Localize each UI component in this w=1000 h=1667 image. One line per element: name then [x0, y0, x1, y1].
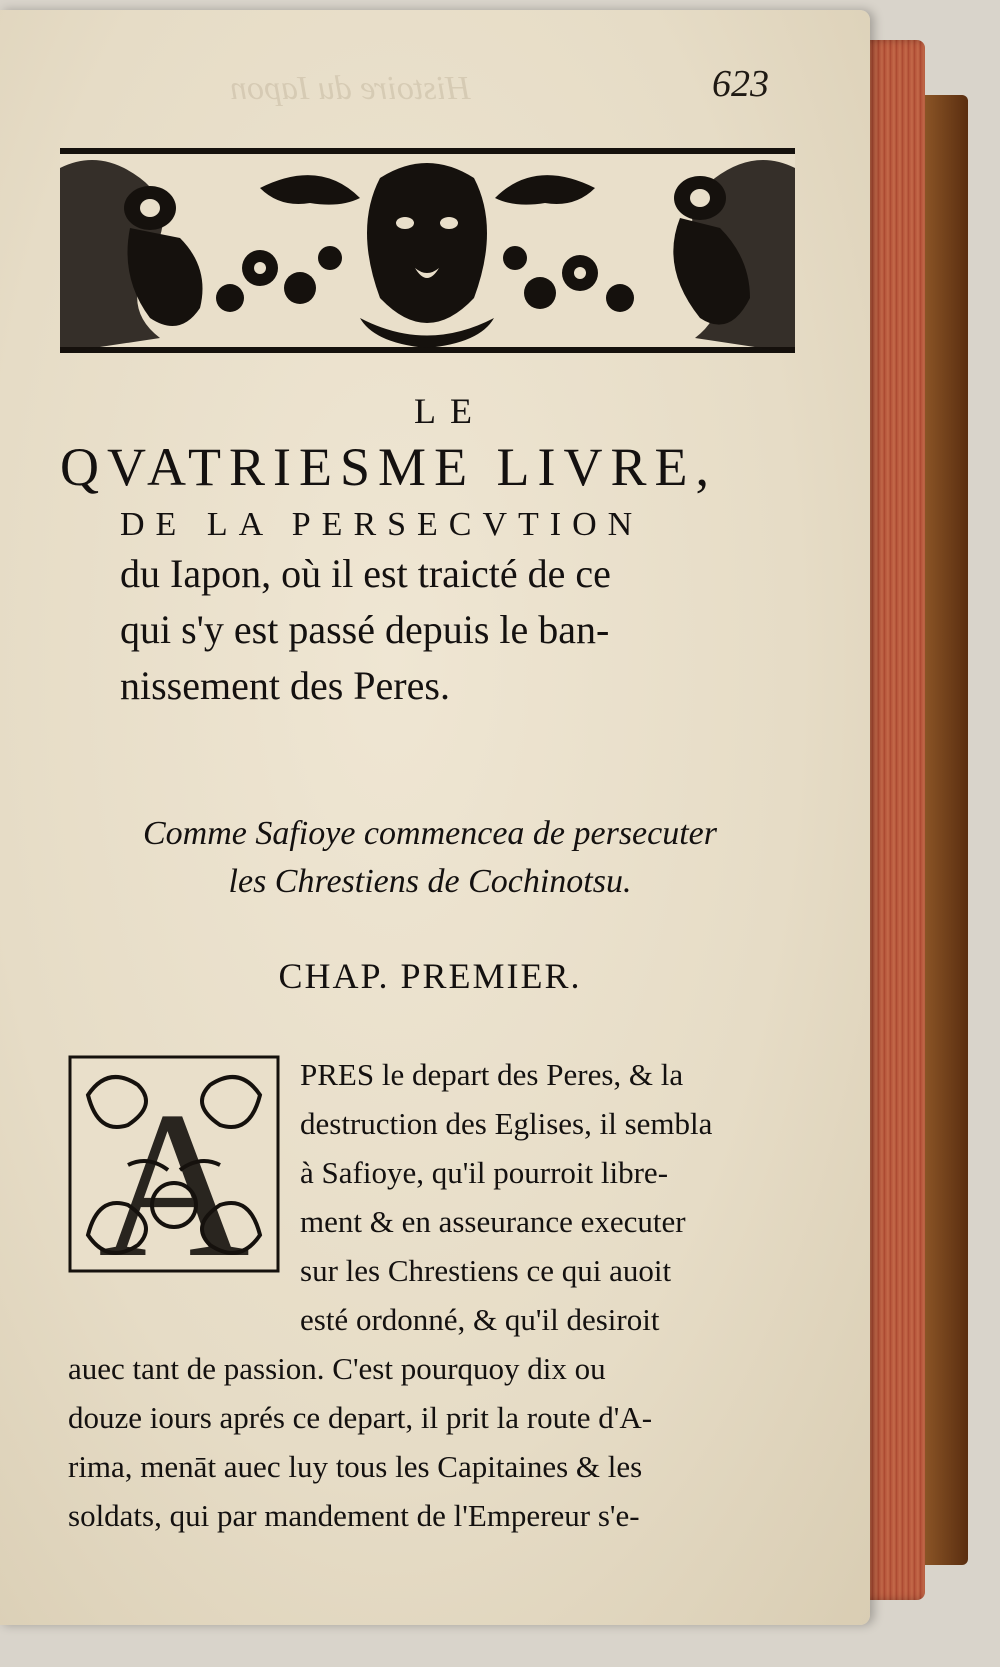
book-page	[0, 10, 870, 1625]
body-paragraph-start	[300, 1050, 800, 1344]
body-line: douze iours aprés ce depart, il prit la route d'A-	[68, 1400, 653, 1435]
decorated-initial-a	[68, 1055, 280, 1273]
chapter-summary	[60, 810, 800, 906]
title-desc-line: du Iapon, où il est traicté de ce	[120, 551, 611, 596]
title-desc-line: qui s'y est passé depuis le ban-	[120, 607, 610, 652]
summary-line: les Chrestiens de Cochinotsu.	[228, 863, 632, 900]
body-line: ment & en asseurance executer	[300, 1204, 686, 1239]
summary-line: Comme Safioye commencea de persecuter	[142, 815, 717, 852]
body-line: destruction des Eglises, il sembla	[300, 1106, 713, 1141]
title-description	[120, 546, 800, 714]
initial-letter: A	[98, 1069, 250, 1273]
body-line: soldats, qui par mandement de l'Empereur s'e-	[68, 1498, 640, 1533]
title-line-le: LE	[414, 391, 486, 431]
bleed-through-text: Histoire du Iapon	[230, 70, 471, 107]
body-paragraph-cont	[68, 1344, 800, 1540]
woodcut-headpiece-ornament	[60, 148, 795, 353]
title-desc-line: nissement des Peres.	[120, 663, 450, 708]
book-title	[60, 390, 800, 714]
body-line: PRES le depart des Peres, & la	[300, 1057, 684, 1092]
chapter-heading: CHAP. PREMIER.	[278, 956, 582, 996]
title-line-quatriesme: QVATRIESME LIVRE,	[60, 437, 718, 497]
body-line: à Safioye, qu'il pourroit libre-	[300, 1155, 669, 1190]
title-line-persecution: DE LA PERSECVTION	[120, 506, 644, 543]
body-line: rima, menāt auec luy tous les Capitaines & les	[68, 1449, 643, 1484]
page-number: 623	[712, 63, 769, 105]
body-line: auec tant de passion. C'est pourquoy dix ou	[68, 1351, 606, 1386]
body-line: esté ordonné, & qu'il desiroit	[300, 1302, 660, 1337]
body-line: sur les Chrestiens ce qui auoit	[300, 1253, 672, 1288]
